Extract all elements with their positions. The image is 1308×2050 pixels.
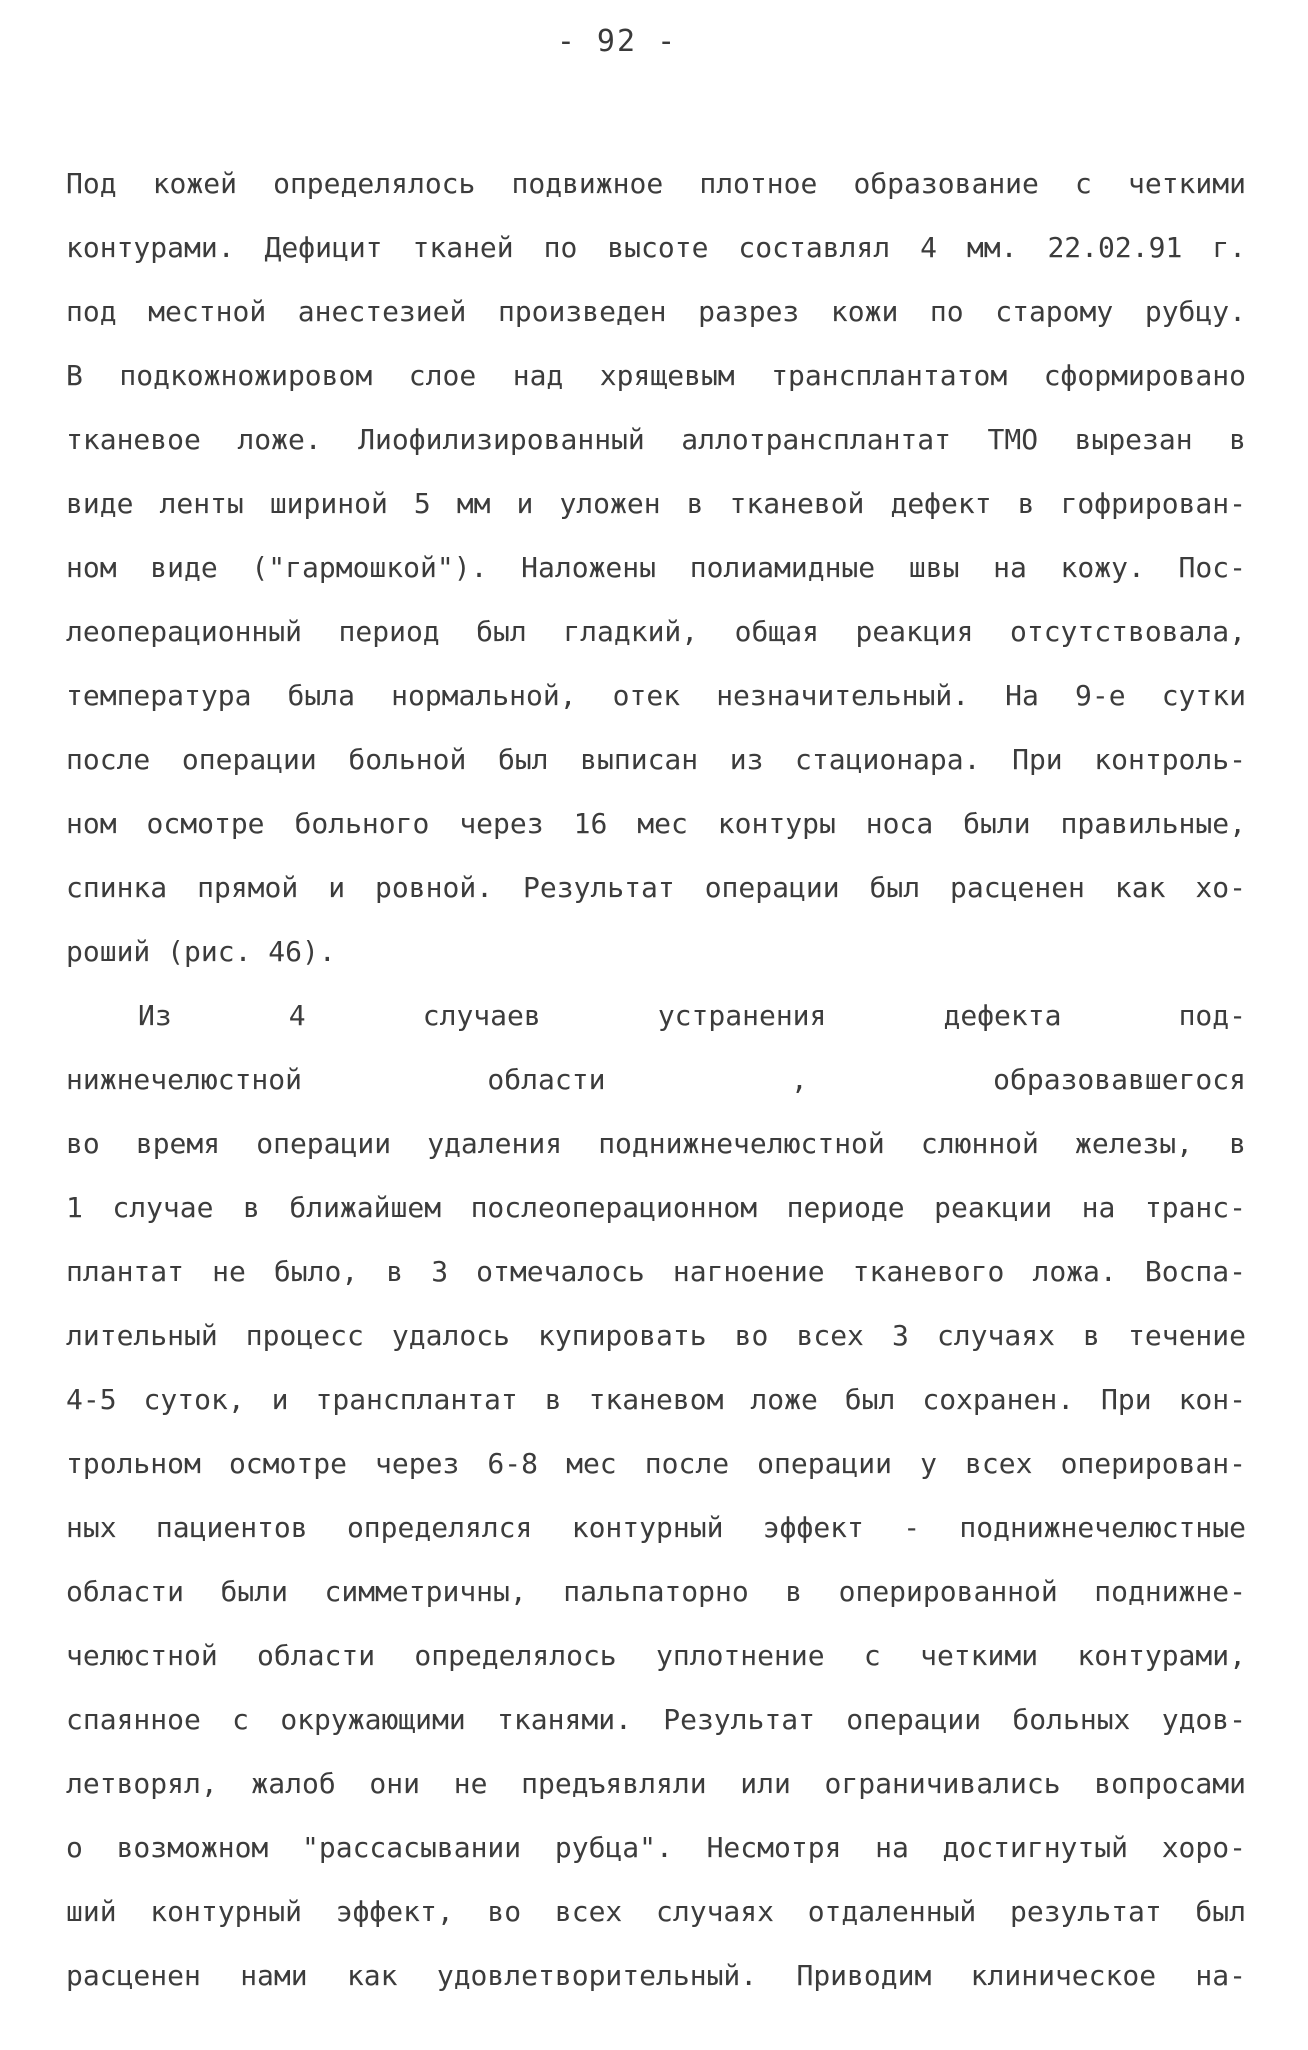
text-line: температура была нормальной, отек незначительный. На 9-е сутки (66, 679, 1246, 712)
text-line: Под кожей определялось подвижное плотное образование с четкими (66, 167, 1246, 200)
text-line: ном осмотре больного через 16 мес контуры носа были правильные, (66, 807, 1246, 840)
text-line: 4-5 суток, и трансплантат в тканевом ложе был сохранен. При кон- (66, 1383, 1246, 1416)
text-line: лительный процесс удалось купировать во всех 3 случаях в течение (66, 1319, 1246, 1352)
text-line: спинка прямой и ровной. Результат операции был расценен как хо- (66, 871, 1246, 904)
page-number: - 92 - (556, 24, 678, 59)
text-line: леоперационный период был гладкий, общая реакция отсутствовала, (66, 615, 1246, 648)
text-line: 1 случае в ближайшем послеоперационном периоде реакции на транс- (66, 1191, 1246, 1224)
body-text (66, 152, 1246, 2008)
text-line: трольном осмотре через 6-8 мес после операции у всех оперирован- (66, 1447, 1246, 1480)
text-line-spaced-heading: нижнечелюстной области , образовавшегося (66, 1063, 1246, 1096)
text-line: виде ленты шириной 5 мм и уложен в тканевой дефект в гофрирован- (66, 487, 1246, 520)
text-line: спаянное с окружающими тканями. Результат операции больных удов- (66, 1703, 1246, 1736)
text-line: о возможном "рассасывании рубца". Несмотря на достигнутый хоро- (66, 1831, 1246, 1864)
text-line: плантат не было, в 3 отмечалось нагноение тканевого ложа. Воспа- (66, 1255, 1246, 1288)
text-line: во время операции удаления поднижнечелюстной слюнной железы, в (66, 1127, 1246, 1160)
text-line: ший контурный эффект, во всех случаях отдаленный результат был (66, 1895, 1246, 1928)
text-line: после операции больной был выписан из стационара. При контроль- (66, 743, 1246, 776)
text-line: тканевое ложе. Лиофилизированный аллотрансплантат ТМО вырезан в (66, 423, 1246, 456)
text-line-spaced-heading: Из 4 случаев устранения дефекта под- (138, 999, 1246, 1032)
text-line: ных пациентов определялся контурный эффект - поднижнечелюстные (66, 1511, 1246, 1544)
text-line: челюстной области определялось уплотнение с четкими контурами, (66, 1639, 1246, 1672)
text-line: контурами. Дефицит тканей по высоте составлял 4 мм. 22.02.91 г. (66, 231, 1246, 264)
text-line: В подкожножировом слое над хрящевым трансплантатом сформировано (66, 359, 1246, 392)
text-line: летворял, жалоб они не предъявляли или ограничивались вопросами (66, 1767, 1246, 1800)
text-line: роший (рис. 46). (66, 935, 336, 968)
text-line: под местной анестезией произведен разрез кожи по старому рубцу. (66, 295, 1246, 328)
text-line: расценен нами как удовлетворительный. Приводим клиническое на- (66, 1959, 1246, 1992)
text-line: области были симметричны, пальпаторно в оперированной поднижне- (66, 1575, 1246, 1608)
text-line: ном виде ("гармошкой"). Наложены полиамидные швы на кожу. Пос- (66, 551, 1246, 584)
